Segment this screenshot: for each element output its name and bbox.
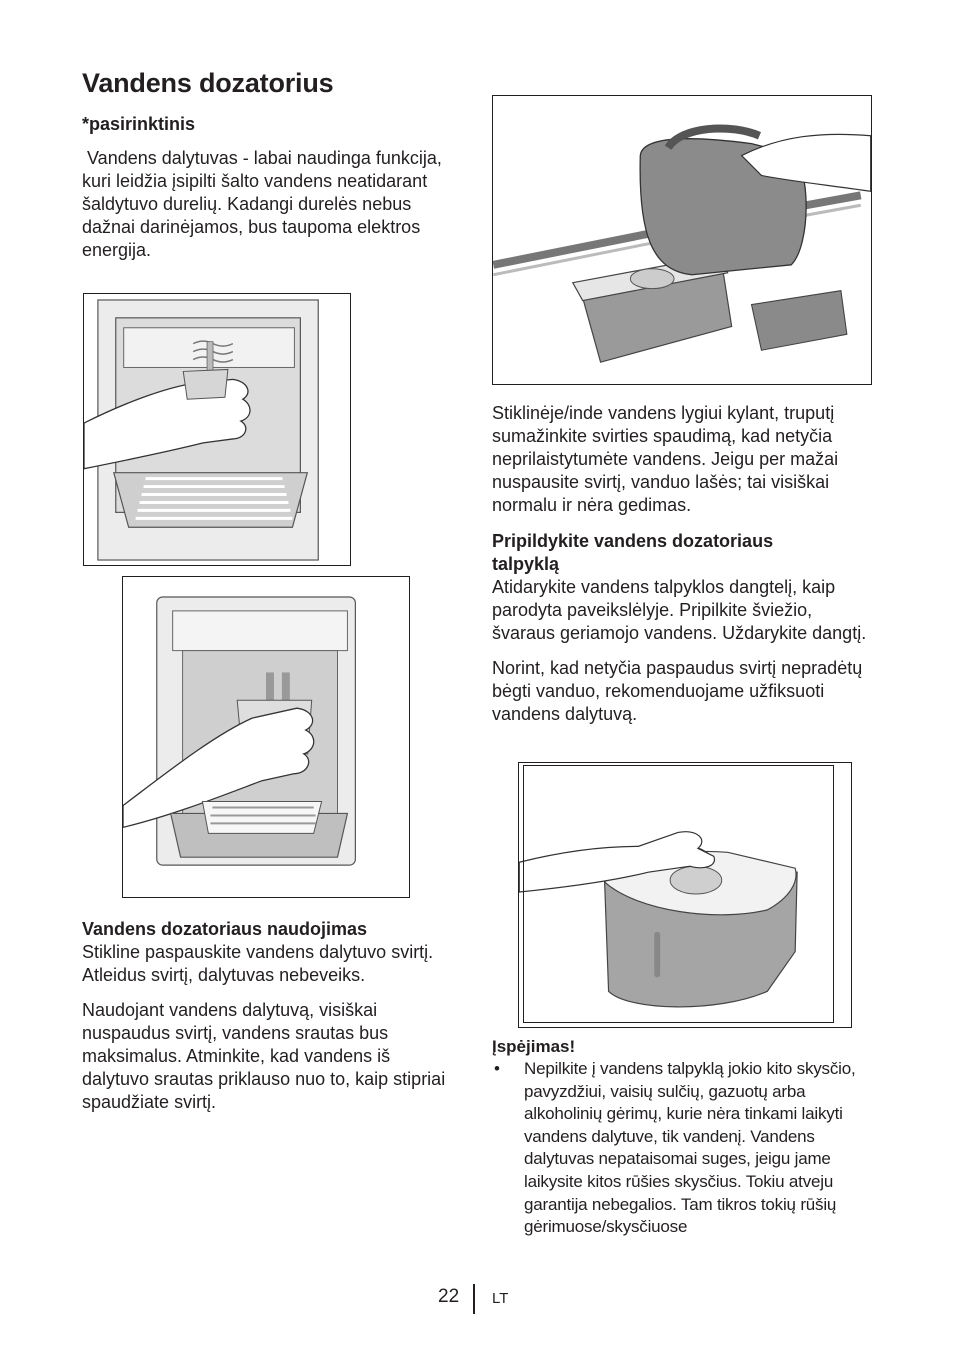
fill-section <box>492 530 877 726</box>
bullet-icon: • <box>494 1059 500 1078</box>
figure-dispenser-glass-2 <box>122 576 410 898</box>
warning-list <box>492 1058 877 1239</box>
figure-tank-lid <box>518 762 852 1028</box>
warning-item-text: Nepilkite į vandens talpyklą jokio kito skysčio, pavyzdžiui, vaisių sulčių, gazuotų arba alkoholinių gėrimų, kurie nėra tinkami laikyti vandens dalytuve, tik vandenį. Vandens dalytuvas nepataisomai suges, jeigu jame laikysite kitos rūšies skysčius. Tokiu atveju garantija nebegalios. Tam tikros tokių rūšių gėrimuose/skysčiuose <box>524 1059 856 1237</box>
figure-dispenser-glass-1 <box>83 293 351 566</box>
level-paragraph: Stiklinėje/inde vandens lygiui kylant, truputį sumažinkite svirties spaudimą, kad netyčia neprilaistytumėte vandens. Jeigu per mažai nuspausite svirtį, vanduo lašės; tai visiškai normalu ir nėra gedimas. <box>492 403 839 515</box>
page-number: 22 <box>438 1286 460 1307</box>
fill-heading: Pripildykite vandens dozatoriaus talpyklą <box>492 531 774 574</box>
usage-paragraph-2: Naudojant vandens dalytuvą, visiškai nuspaudus svirtį, vandens srautas bus maksimalus. Atminkite, kad vandens iš dalytuvo srautas priklauso nuo to, kaip stipriai spaudžiate svirtį. <box>82 1000 446 1112</box>
page-footer <box>0 1284 954 1314</box>
usage-paragraph: Stikline paspauskite vandens dalytuvo svirtį. Atleidus svirtį, dalytuvas nebeveiks. <box>82 942 434 985</box>
lock-paragraph: Norint, kad netyčia paspaudus svirtį nepradėtų bėgti vanduo, rekomenduojame užfiksuoti vandens dalytuvą. <box>492 658 863 724</box>
figure-pouring-water <box>492 95 872 385</box>
intro-paragraph: Vandens dalytuvas - labai naudinga funkcija, kuri leidžia įsipilti šalto vandens neatidarant šaldytuvo durelių. Kadangi durelės nebus dažnai darinėjamos, bus taupoma elektros energija. <box>82 148 447 260</box>
page-title: Vandens dozatorius <box>82 68 334 98</box>
dispenser-illustration-2 <box>123 577 409 897</box>
footer-separator <box>473 1284 475 1314</box>
language-code: LT <box>492 1290 509 1307</box>
fill-paragraph: Atidarykite vandens talpyklos dangtelį, kaip parodyta paveikslėlyje. Pripilkite šviežio, švaraus geriamojo vandens. Uždarykite dangtį. <box>492 577 867 643</box>
dispenser-illustration-1 <box>84 294 350 565</box>
usage-section <box>82 918 452 1114</box>
pouring-illustration <box>493 96 871 384</box>
usage-heading: Vandens dozatoriaus naudojimas <box>82 919 368 939</box>
warning-heading: Įspėjimas! <box>492 1037 576 1056</box>
optional-note: *pasirinktinis <box>82 114 196 134</box>
warning-section <box>492 1035 877 1239</box>
warning-item <box>492 1058 877 1239</box>
